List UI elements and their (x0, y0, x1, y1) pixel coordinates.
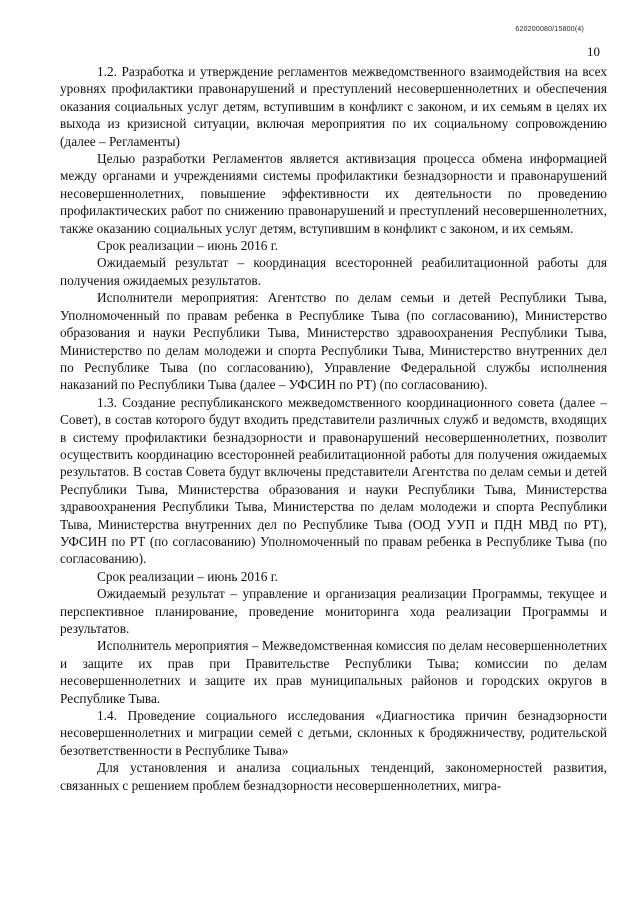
page-number: 10 (587, 44, 600, 59)
paragraph-social-trends: Для установления и анализа социальных тенденций, закономерностей развития, связанных с решением проблем безнадзорности несовершеннолетних, мигра- (60, 760, 607, 793)
paragraph-1-4-research: 1.4. Проведение социального исследования «Диагностика причин безнадзорности несовершеннолетних и миграции семей с детьми, склонных к бродяжничеству, родительской безответственности в Республике Тыва» (60, 708, 607, 758)
paragraph-executors-1: Исполнители мероприятия: Агентство по делам семьи и детей Республики Тыва, Уполномоченный по правам ребенка в Республике Тыва (по согласованию), Министерство образования и науки Республики Тыва, Министерство здравоохранения Республики Тыва, Министерство по делам молодежи и спорта Республики Тыва, Министерство внутренних дел по Республике Тыва (по согласованию), Управление Федеральной службы исполнения наказаний по Республики Тыва (далее – УФСИН по РТ) (по согласованию). (60, 290, 607, 393)
document-code: 620200080/15800(4) (515, 26, 584, 33)
paragraph-regulations-goal: Целью разработки Регламентов является активизация процесса обмена информацией между органами и учреждениями системы профилактики безнадзорности и правонарушений несовершеннолетних, повышение эффективности их деятельности по проведению профилактических работ по снижению правонарушений и преступлений несовершеннолетних, также оказанию социальных услуг детям, вступившим в конфликт с законом, и их семьям. (60, 151, 607, 236)
paragraph-1-2-heading: 1.2. Разработка и утверждение регламентов межведомственного взаимодействия на всех уровнях профилактики правонарушений и преступлений несовершеннолетних и обеспечения оказания социальных услуг детям, вступившим в конфликт с законом, и их семьям в целях их выхода из кризисной ситуации, включая мероприятия по их социальному сопровождению (далее – Регламенты) (60, 64, 607, 149)
document-body (60, 63, 607, 794)
paragraph-expected-result-1: Ожидаемый результат – координация всесторонней реабилитационной работы для получения ожидаемых результатов. (60, 255, 607, 288)
paragraph-expected-result-2: Ожидаемый результат – управление и организация реализации Программы, текущее и перспективное планирование, проведение мониторинга хода реализации Программы и результатов. (60, 586, 607, 636)
paragraph-executor-2: Исполнитель мероприятия – Межведомственная комиссия по делам несовершеннолетних и защите их прав при Правительстве Республики Тыва; комиссии по делам несовершеннолетних и защите их прав муниципальных районов и городских округов в Республике Тыва. (60, 638, 607, 706)
paragraph-deadline-1: Срок реализации – июнь 2016 г. (97, 238, 278, 254)
paragraph-1-3-council: 1.3. Создание республиканского межведомственного координационного совета (далее – Совет), в состав которого будут входить представители различных служб и ведомств, входящих в систему профилактики безнадзорности и правонарушений несовершеннолетних, позволит осуществить координацию всесторонней реабилитационной работы для получения ожидаемых результатов. В состав Совета будут включены представители Агентства по делам семьи и детей Республики Тыва, Министерства образования и науки Республики Тыва, Министерства здравоохранения Республики Тыва, Министерства по делам молодежи и спорта Республики Тыва, Министерства внутренних дел по Республике Тыва (ООД УУП и ПДН МВД по РТ), УФСИН по РТ (по согласованию) Уполномоченный по правам ребенка в Республике Тыва (по согласованию). (60, 394, 607, 567)
paragraph-deadline-2: Срок реализации – июнь 2016 г. (97, 568, 278, 584)
